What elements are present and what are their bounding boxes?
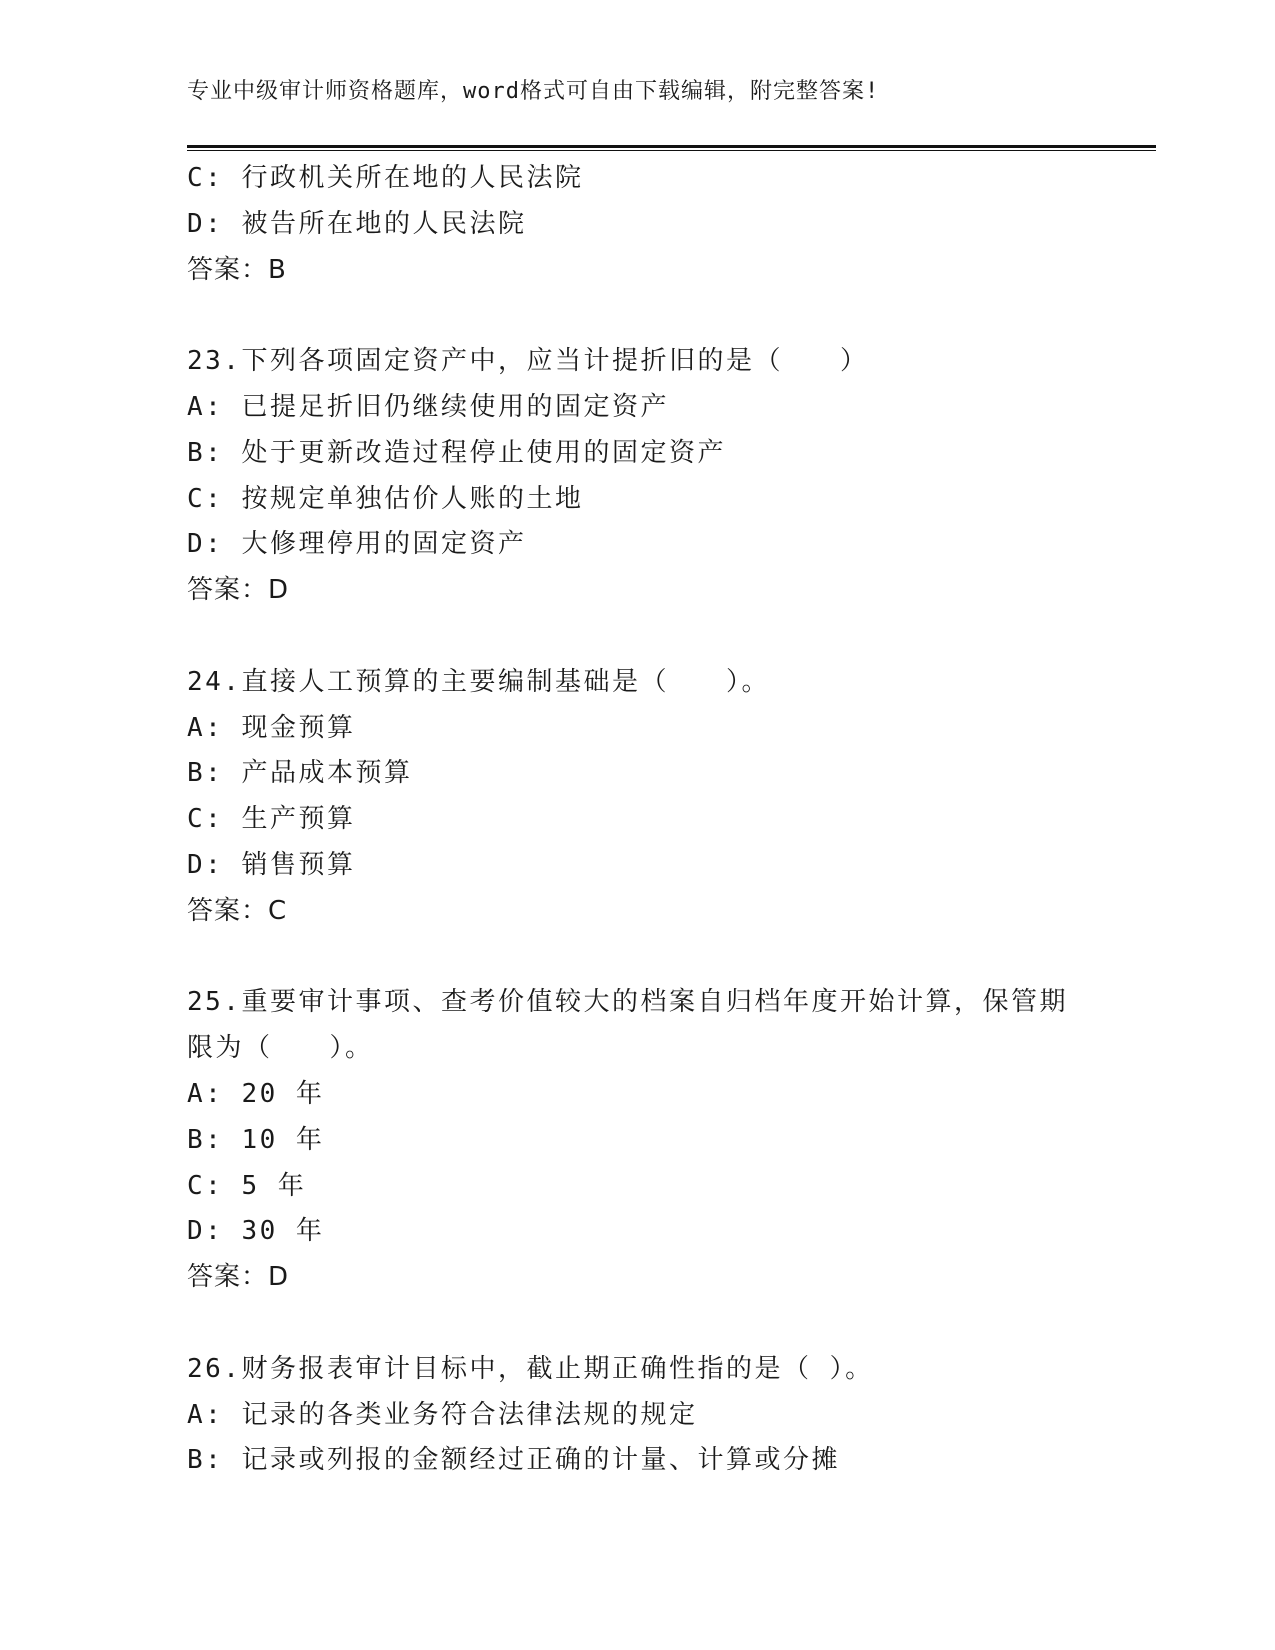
block-spacer [187,614,1087,660]
header-rule-thick [187,145,1156,148]
option-line: C: 生产预算 [187,804,356,835]
block-spacer [187,1301,1087,1347]
block-spacer [187,293,1087,339]
question-text: 23.下列各项固定资产中，应当计提折旧的是（ ） [187,346,869,377]
option-line: B: 10 年 [187,1124,325,1155]
question-block [187,1347,1087,1484]
question-block [187,980,1087,1301]
question-block [187,339,1087,614]
option-line: C: 5 年 [187,1170,307,1201]
answer-line: 答案：D [187,1262,290,1293]
header-rule-thin [187,150,1156,151]
question-content [187,156,1087,1484]
question-block [187,156,1087,293]
block-spacer [187,935,1087,981]
option-line: D: 大修理停用的固定资产 [187,529,527,560]
question-text: 24.直接人工预算的主要编制基础是（ ）。 [187,666,770,697]
question-text: 25.重要审计事项、查考价值较大的档案自归档年度开始计算，保管期 [187,987,1068,1018]
option-line: D: 30 年 [187,1216,325,1247]
option-line: A: 已提足折旧仍继续使用的固定资产 [187,391,669,422]
question-block [187,660,1087,935]
answer-line: 答案：B [187,254,287,285]
option-line: C: 按规定单独估价人账的土地 [187,483,584,514]
page-header: 专业中级审计师资格题库，word格式可自由下载编辑，附完整答案! [187,79,880,104]
option-line: B: 产品成本预算 [187,758,413,789]
answer-line: 答案：C [187,895,288,926]
option-line: B: 记录或列报的金额经过正确的计量、计算或分摊 [187,1445,840,1476]
answer-line: 答案：D [187,575,290,606]
option-line: A: 现金预算 [187,712,356,743]
option-line: B: 处于更新改造过程停止使用的固定资产 [187,437,726,468]
option-line: A: 20 年 [187,1078,325,1109]
question-text-continued: 限为（ ）。 [187,1033,374,1064]
question-text: 26.财务报表审计目标中，截止期正确性指的是（ ）。 [187,1353,874,1384]
option-line: A: 记录的各类业务符合法律法规的规定 [187,1399,698,1430]
option-line: D: 销售预算 [187,849,356,880]
option-line: C: 行政机关所在地的人民法院 [187,163,584,193]
option-line: D: 被告所在地的人民法院 [187,208,527,239]
